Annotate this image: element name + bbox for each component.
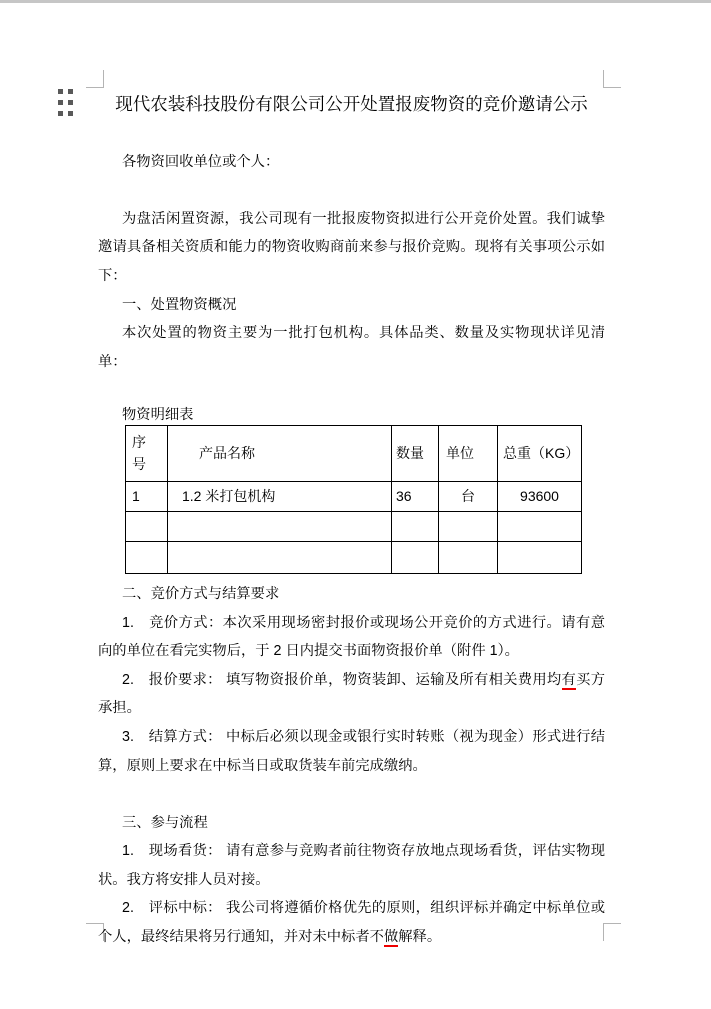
- drag-handle-dot: [58, 100, 63, 105]
- blank-line: [98, 119, 605, 148]
- materials-table-header: [126, 425, 582, 481]
- spellcheck-underlined-text: 有: [561, 671, 577, 688]
- table-header-cell: 总重（KG）: [498, 425, 582, 481]
- blocks-bottom: [98, 580, 605, 952]
- table-cell: [439, 541, 498, 573]
- margin-corner-mark-top-right: [603, 70, 621, 88]
- table-cell: [392, 541, 439, 573]
- section-2-heading: 二、竞价方式与结算要求: [122, 585, 280, 602]
- table-cell: 1: [126, 481, 168, 511]
- table-cell: 93600: [498, 481, 582, 511]
- drag-handle-dot: [68, 89, 73, 94]
- table-header-cell: 序号: [126, 425, 168, 481]
- margin-corner-mark-top-left: [86, 70, 104, 88]
- table-cell: [126, 541, 168, 573]
- table-header-cell: 产品名称: [168, 425, 392, 481]
- table-cell: 36: [392, 481, 439, 511]
- text-segment: 2. 报价要求： 填写物资报价单，物资装卸、运输及所有相关费用均: [122, 671, 562, 688]
- materials-table: [125, 425, 582, 574]
- blank-line: [98, 780, 605, 809]
- blank-line: [98, 376, 605, 405]
- drag-handle-icon[interactable]: [58, 89, 73, 116]
- table-header-row: [126, 425, 582, 481]
- section-1-heading: 一、处置物资概况: [122, 296, 237, 313]
- item-quote-requirements: [98, 666, 605, 723]
- section-1-body: 本次处置的物资主要为一批打包机构。具体品类、数量及实物现状详见清单：: [98, 325, 605, 370]
- item-bidding-method: 1. 竞价方式：本次采用现场密封报价或现场公开竞价的方式进行。请有意向的单位在看完实物后，于 2 日内提交书面物资报价单（附件 1）。: [98, 614, 605, 660]
- document-content[interactable]: [98, 89, 605, 952]
- table-cell: 1.2 米打包机构: [168, 481, 392, 511]
- table-cell: [439, 511, 498, 541]
- table-cell: [392, 511, 439, 541]
- table-cell: [498, 511, 582, 541]
- item-settlement: 3. 结算方式： 中标后必须以现金或银行实时转账（视为现金）形式进行结算，原则上要求在中标当日或取货装车前完成缴纳。: [98, 728, 605, 774]
- item-site-inspection: 1. 现场看货： 请有意参与竞购者前往物资存放地点现场看货，评估实物现状。我方将安排人员对接。: [98, 843, 605, 888]
- blocks-top: [98, 89, 605, 425]
- table-row: [126, 541, 582, 573]
- drag-handle-dot: [58, 89, 63, 94]
- document-title: 现代农装科技股份有限公司公开处置报废物资的竞价邀请公示: [115, 94, 588, 114]
- table-cell: 台: [439, 481, 498, 511]
- text-segment: 2. 评标中标： 我公司将遵循价格优先的原则，组织评标并确定中标单位或个人，最终结果将另行通知，并对未中标者不: [98, 900, 605, 946]
- table-cell: [168, 541, 392, 573]
- drag-handle-dot: [68, 111, 73, 116]
- table-row: [126, 511, 582, 541]
- table-row: [126, 481, 582, 511]
- drag-handle-dot: [68, 100, 73, 105]
- text-segment: 买方承担。: [98, 671, 605, 717]
- table-cell: [168, 511, 392, 541]
- table-header-cell: 数量: [392, 425, 439, 481]
- drag-handle-dot: [58, 111, 63, 116]
- intro-paragraph: 为盘活闲置资源，我公司现有一批报废物资拟进行公开竞价处置。我们诚挚邀请具备相关资质和能力的物资收购商前来参与报价竞购。现将有关事项公示如下：: [98, 210, 605, 284]
- table-cell: [498, 541, 582, 573]
- item-award-evaluation: [98, 894, 605, 951]
- materials-table-body: [126, 481, 582, 573]
- spellcheck-underlined-text: 做: [383, 929, 399, 946]
- table-cell: [126, 511, 168, 541]
- margin-corner-mark-bottom-right: [603, 923, 621, 941]
- table-header-cell: 单位: [439, 425, 498, 481]
- salutation: 各物资回收单位或个人：: [122, 153, 280, 170]
- window-top-divider: [0, 0, 711, 3]
- section-3-heading: 三、参与流程: [122, 814, 208, 831]
- text-segment: 解释。: [398, 929, 442, 946]
- blank-line: [98, 176, 605, 205]
- table-caption: 物资明细表: [122, 406, 194, 423]
